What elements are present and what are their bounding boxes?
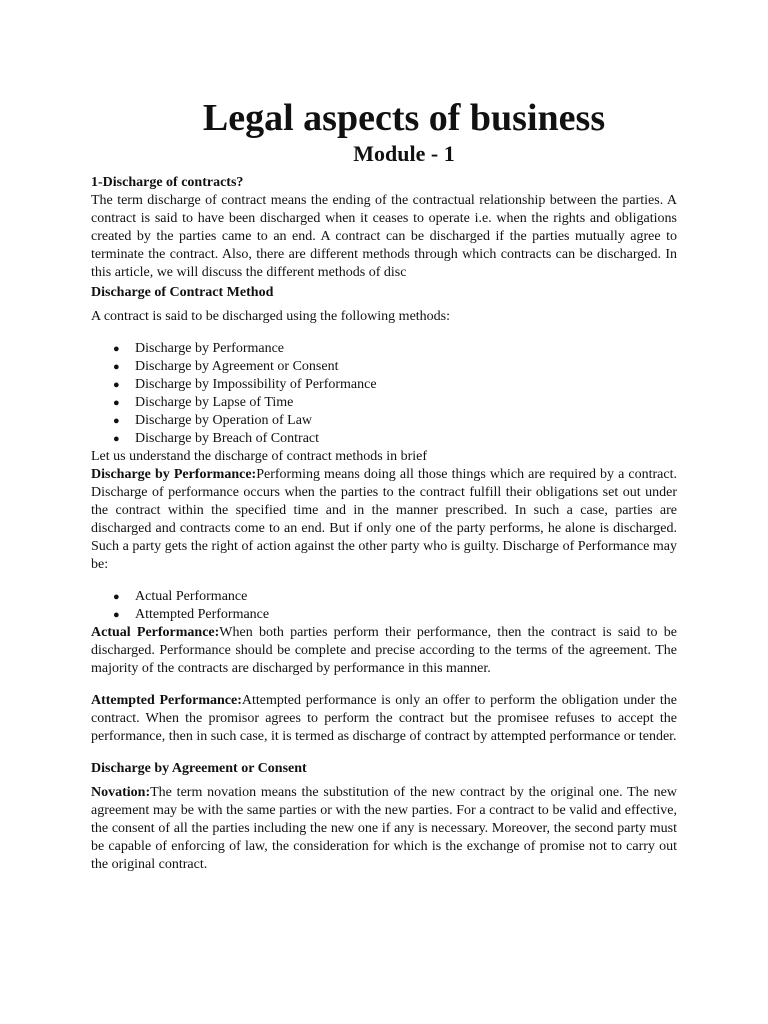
intro-paragraph: The term discharge of contract means the ending of the contractual relationship between the parties. A contract is said to have been discharged when it ceases to operate i.e. when the rights and obligations created by the parties came to an end. A contract can be discharged if the parties mutually agree to terminate the contract. Also, there are different methods through which contracts can be discharged. In this article, we will discuss the different methods of disc: [91, 193, 677, 280]
attempted-label: Attempted Performance:: [91, 693, 242, 708]
list-item: ● Discharge by Operation of Law: [113, 413, 313, 428]
bullet-icon: ●: [113, 433, 120, 445]
list-item: ● Discharge by Agreement or Consent: [113, 359, 339, 374]
actual-performance-paragraph: Actual Performance:When both parties perform their performance, then the contract is said to be discharged. Performance should be complete and precise according to the terms of the agreement. The majority of the contracts are discharged by performance in this manner.: [91, 625, 677, 676]
bullet-icon: ●: [113, 415, 120, 427]
bullet-icon: ●: [113, 343, 120, 355]
performance-label: Discharge by Performance:: [91, 467, 257, 482]
method-intro: A contract is said to be discharged using the following methods:: [91, 309, 451, 324]
method-heading: Discharge of Contract Method: [91, 285, 274, 300]
bullet-icon: ●: [113, 591, 120, 603]
agreement-heading: Discharge by Agreement or Consent: [91, 761, 307, 776]
question-heading: 1-Discharge of contracts?: [91, 175, 244, 190]
list-item: ● Discharge by Lapse of Time: [113, 395, 294, 410]
methods-list: [91, 340, 677, 448]
document-title: Legal aspects of business: [202, 97, 606, 139]
bullet-icon: ●: [113, 379, 120, 391]
bullet-icon: ●: [113, 397, 120, 409]
performance-paragraph: Discharge by Performance:Performing means doing all those things which are required by a contract. Discharge of performance occurs when the parties to the contract fulfill their obligations set out under the contract within the specified time and in the manner prescribed. In such a case, parties are discharged and contracts come to an end. But if only one of the party performs, he alone is discharged. Such a party gets the right of action against the other party who is guilty. Discharge of Performance may be:: [91, 467, 678, 572]
list-item: ● Discharge by Performance: [113, 341, 285, 356]
bullet-icon: ●: [113, 361, 120, 373]
novation-paragraph: Novation:The term novation means the substitution of the new contract by the original one. The new agreement may be with the same parties or with the new parties. For a contract to be valid and effective, the consent of all the parties including the new one if any is necessary. Moreover, the second party must be capable of enforcing of law, the consideration for which is the exchange of promise not to carry out the original contract.: [91, 785, 677, 872]
document-page: [91, 96, 677, 874]
performance-types-list: [91, 588, 677, 624]
list-item: ● Discharge by Breach of Contract: [113, 431, 320, 446]
attempted-performance-paragraph: Attempted Performance:Attempted performance is only an offer to perform the obligation under the contract. When the promisor agrees to perform the contract but the promisee refuses to accept the performance, then in such case, it is termed as discharge of contract by attempted performance or tender.: [91, 693, 677, 744]
brief-line: Let us understand the discharge of contract methods in brief: [91, 449, 428, 464]
list-item: ● Attempted Performance: [113, 607, 270, 622]
novation-label: Novation:: [91, 785, 151, 800]
bullet-icon: ●: [113, 609, 120, 621]
list-item: ● Actual Performance: [113, 589, 248, 604]
list-item: ● Discharge by Impossibility of Performance: [113, 377, 377, 392]
actual-label: Actual Performance:: [91, 625, 220, 640]
module-subtitle: Module - 1: [353, 141, 455, 166]
